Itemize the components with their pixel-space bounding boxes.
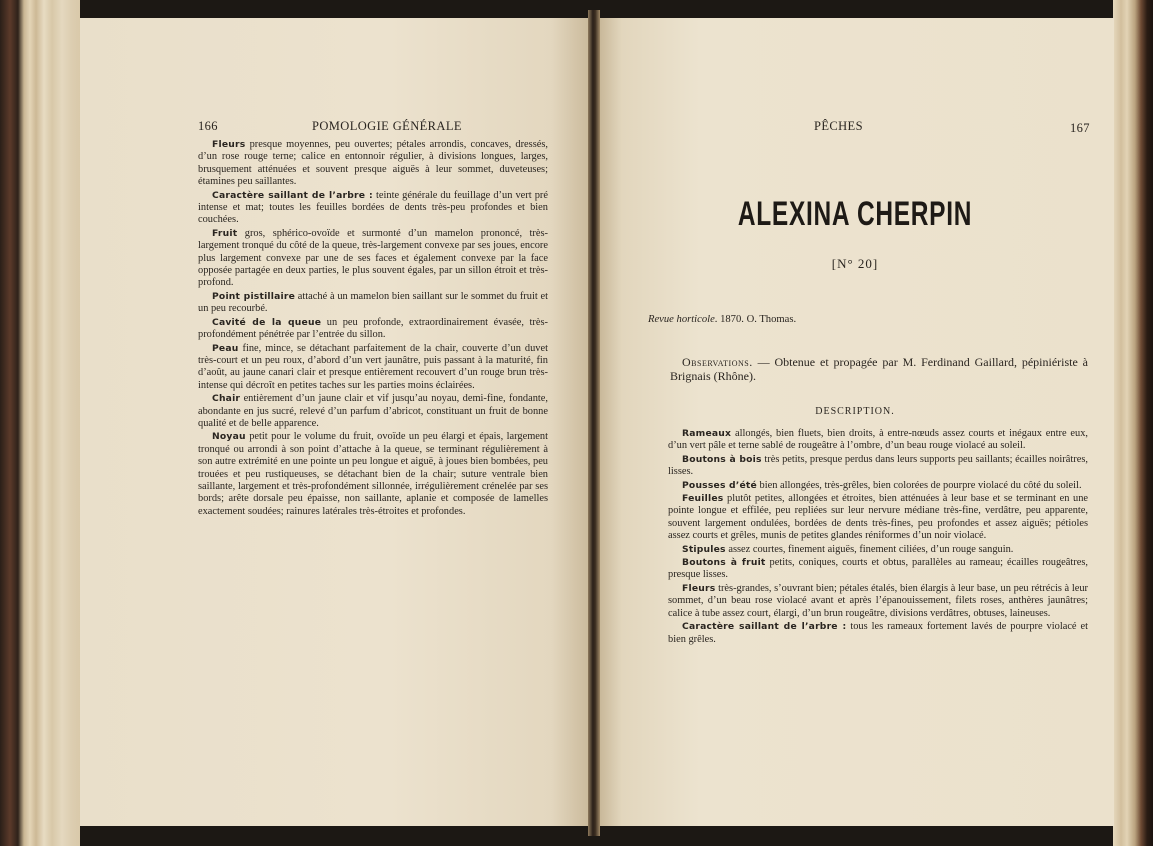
paragraph-label: Fleurs bbox=[212, 139, 246, 150]
paragraph-label: Point pistillaire bbox=[212, 290, 296, 302]
paragraph-label: Caractère saillant de l’arbre : bbox=[212, 189, 373, 201]
book-edge-right bbox=[1113, 0, 1153, 846]
paragraph-label: Feuilles bbox=[682, 493, 724, 505]
left-running-head: POMOLOGIE GÉNÉRALE bbox=[312, 119, 462, 133]
description-paragraph bbox=[198, 317, 548, 342]
paragraph-text: petit pour le volume du fruit, ovoïde un peu élargi et épais, largement tronqué ou arrondi à son point d’attache à la queue, se terminant régulièrement à son autre extrémité en une pointe un peu longue et aiguë, à joues bien bombées, peu trouées et peu rustiqueuses, se détachant bien de la chair; suture ventrale bien saillante, largement et très-profondément sillonnée, irrégulièrement crénelée par ses bords; arête dorsale peu épaisse, non saillante, aplanie et composée de lamelles exactement soudées; rainures latérales très-étroites et profondes. bbox=[198, 431, 548, 517]
book-gutter bbox=[588, 10, 600, 836]
paragraph-label: Pousses d’été bbox=[682, 479, 757, 491]
description-heading: DESCRIPTION. bbox=[815, 406, 895, 417]
description-paragraph bbox=[198, 291, 548, 316]
description-paragraph bbox=[668, 428, 1088, 453]
description-paragraph bbox=[198, 393, 548, 430]
observations-label: Observations. bbox=[682, 355, 753, 369]
paragraph-text: un peu profonde, extraordinairement évasée, très-profondément pénétrée par l’entrée du sillon. bbox=[198, 316, 548, 341]
description-paragraph bbox=[668, 480, 1088, 492]
paragraph-label: Rameaux bbox=[682, 428, 732, 439]
left-page-number: 166 bbox=[198, 119, 218, 133]
observations-text: — Obtenue et propagée par M. Ferdinand Gaillard, pépiniériste à Brignais (Rhône). bbox=[670, 355, 1088, 383]
paragraph-text: entièrement d’un jaune clair et vif jusqu’au noyau, demi-fine, fondante, abondante en jus sucré, relevé d’un parfum d’abricot, constituant un fruit de bonne qualité et de belle apparence. bbox=[198, 393, 548, 429]
description-paragraph bbox=[198, 343, 548, 393]
paragraph-label: Caractère saillant de l’arbre : bbox=[682, 621, 847, 633]
journal-name: Revue horticole bbox=[648, 314, 715, 325]
paragraph-text: très-grandes, s’ouvrant bien; pétales étalés, bien élargis à leur base, un peu rétrécis à leur sommet, d’un beau rose violacé avant et après l’épanouissement, filets roses, anthères jaunâtres; calice à tube assez court, élargi, d’un brun rougeâtre, divisions verdâtres, obtuses, laineuses. bbox=[668, 582, 1088, 619]
paragraph-label: Boutons à bois bbox=[682, 453, 762, 465]
observations-paragraph bbox=[670, 355, 1088, 383]
paragraph-text: bien allongées, très-grêles, bien colorées de pourpre violacé du côté du soleil. bbox=[756, 479, 1082, 491]
paragraph-text: plutôt petites, allongées et étroites, bien atténuées à leur base et se terminant en une pointe longue et effilée, peu repliées sur leur nervure médiane très-fine, verdâtre, peu apparente, souvent largement ondulées, bordées de dents très-fines, peu profondes et assez aiguës; pétioles assez courts et grêles, munis de petites glandes réniformes d’un noir violacé. bbox=[668, 493, 1088, 542]
paragraph-text: teinte générale du feuillage d’un vert pré intense et mat; toutes les feuilles bordées de dents très-peu profondes et bien couchées. bbox=[198, 189, 548, 226]
paragraph-text: très petits, presque perdus dans leurs supports peu saillants; écailles noirâtres, lisses. bbox=[668, 453, 1088, 478]
description-paragraph bbox=[198, 190, 548, 227]
paragraph-text: allongés, bien fluets, bien droits, à entre-nœuds assez courts et inégaux entre eux, d’un vert pâle et terne sablé de rougeâtre à l’ombre, d’un beau rouge violacé au soleil. bbox=[668, 428, 1088, 452]
paragraph-text: tous les rameaux fortement lavés de pourpre violacé et bien grêles. bbox=[668, 621, 1088, 645]
description-paragraph bbox=[668, 544, 1088, 556]
paragraph-label: Chair bbox=[212, 393, 241, 405]
reference-details: . 1870. O. Thomas. bbox=[714, 314, 797, 325]
paragraph-text: presque moyennes, peu ouvertes; pétales arrondis, concaves, dressés, d’un rose rouge terne; calice en entonnoir régulier, à divisions longues, larges, brusquement atténuées et souvent presque aiguës à leur sommet, duveteuses; étamines peu saillantes. bbox=[198, 139, 548, 188]
right-page bbox=[596, 18, 1114, 826]
description-paragraph bbox=[198, 139, 548, 189]
paragraph-label: Fleurs bbox=[682, 582, 716, 594]
paragraph-label: Peau bbox=[212, 342, 239, 354]
paragraph-label: Noyau bbox=[212, 431, 246, 443]
description-paragraph bbox=[198, 431, 548, 518]
right-page-number: 167 bbox=[1070, 121, 1090, 135]
description-paragraph bbox=[198, 228, 548, 290]
variety-number: [N° 20] bbox=[831, 256, 879, 271]
description-paragraph bbox=[668, 493, 1088, 543]
description-paragraph bbox=[668, 557, 1088, 582]
paragraph-label: Stipules bbox=[682, 543, 726, 555]
paragraph-text: attaché à un mamelon bien saillant sur le sommet du fruit et un peu recourbé. bbox=[198, 290, 548, 315]
book-edge-left bbox=[0, 0, 80, 846]
paragraph-text: assez courtes, finement aiguës, finement ciliées, d’un rouge sanguin. bbox=[725, 543, 1014, 555]
paragraph-label: Fruit bbox=[212, 227, 238, 239]
paragraph-text: gros, sphérico-ovoïde et surmonté d’un mamelon prononcé, très-largement tronqué du côté de la queue, très-largement convexe par ses joues, encore plus largement convexe par une de ses faces et également convexe par la face opposée partagée en deux parties, le plus souvent égales, par un sillon étroit et très-profond. bbox=[198, 227, 548, 289]
paragraph-label: Boutons à fruit bbox=[682, 557, 766, 569]
description-paragraph bbox=[668, 621, 1088, 646]
paragraph-text: petits, coniques, courts et obtus, parallèles au rameau; écailles rougeâtres, presque lisses. bbox=[668, 557, 1088, 581]
paragraph-label: Cavité de la queue bbox=[212, 316, 322, 328]
left-page-body bbox=[198, 139, 548, 519]
right-page-body bbox=[668, 428, 1088, 647]
paragraph-text: fine, mince, se détachant parfaitement de la chair, couverte d’un duvet très-court et un peu roux, d’abord d’un vert jaunâtre, puis passant à la maturité, fin d’août, au jaune canari clair et presque entièrement recouvert d’un rouge brun très-intense qui décroît en petites taches sur les parties moins éclairées. bbox=[198, 342, 548, 391]
description-paragraph bbox=[668, 454, 1088, 479]
description-paragraph bbox=[668, 583, 1088, 620]
right-running-head: PÊCHES bbox=[814, 119, 863, 133]
variety-title: ALEXINA CHERPIN bbox=[737, 195, 973, 233]
bibliographic-reference bbox=[648, 314, 796, 325]
